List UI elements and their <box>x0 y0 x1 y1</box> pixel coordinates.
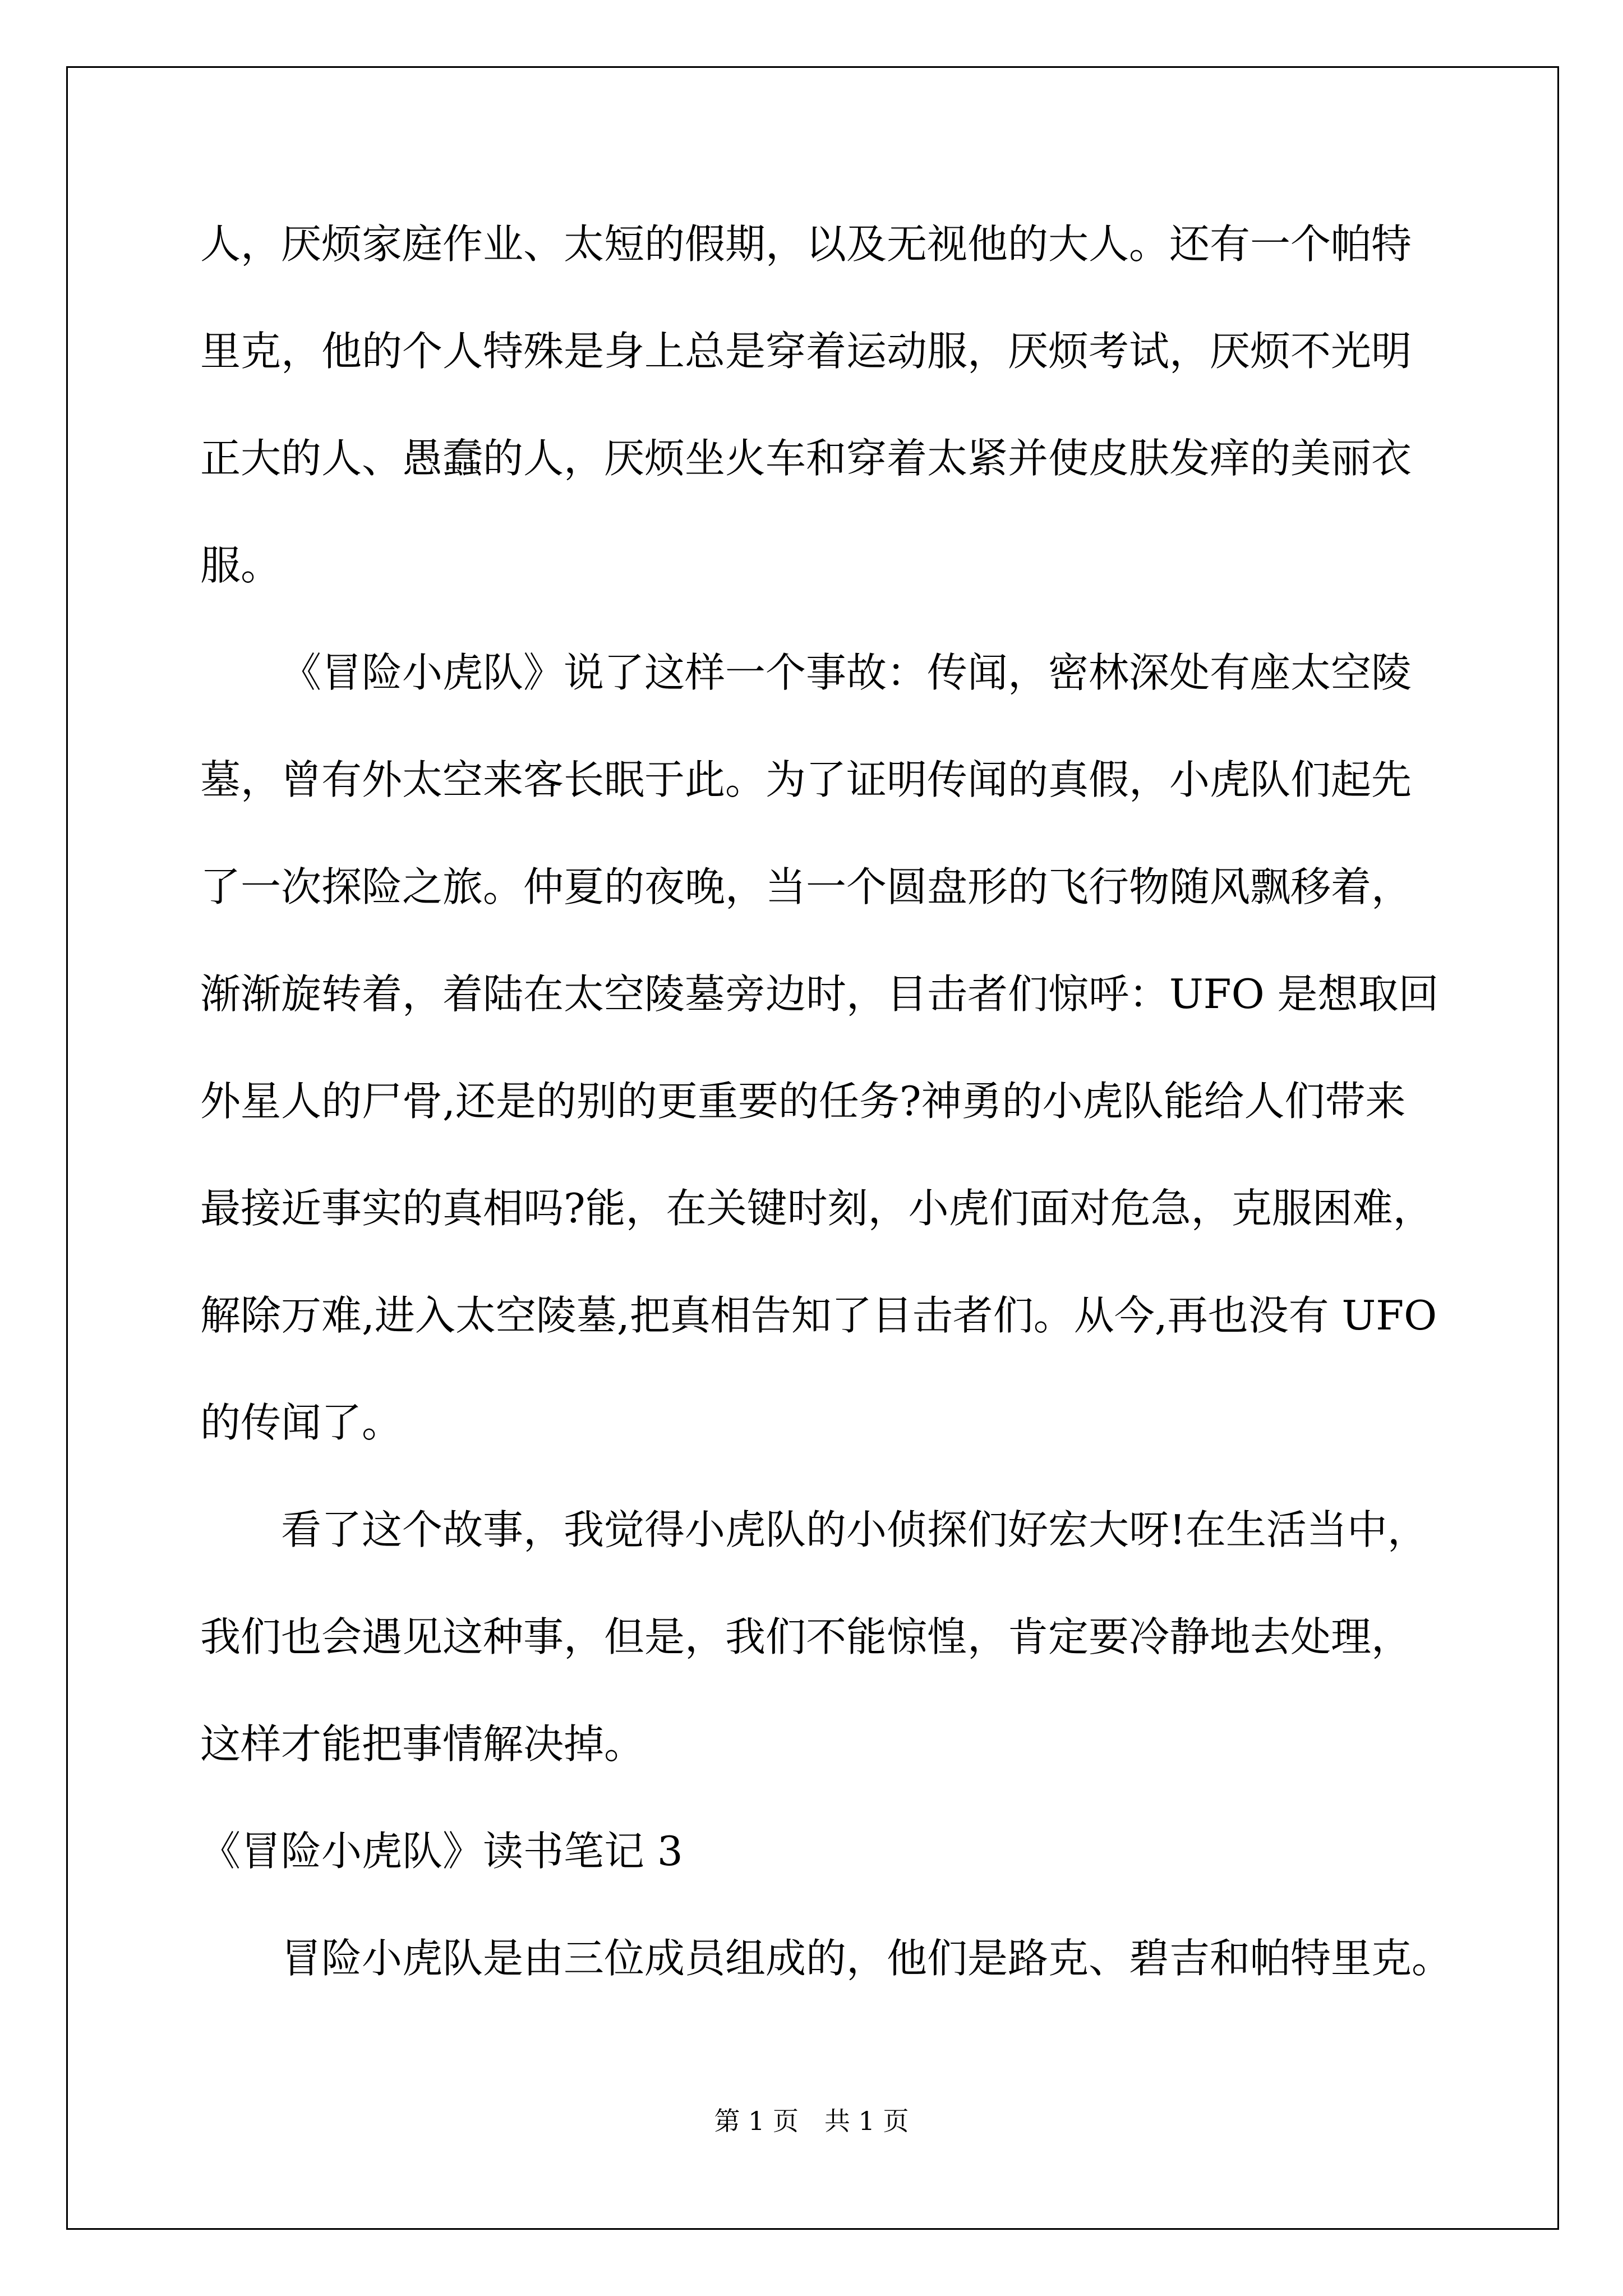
text-line: 解除万难,进入太空陵墓,把真相告知了目击者们。从今,再也没有 UFO <box>200 1292 1437 1339</box>
paragraph-first-line: 看了这个故事，我觉得小虎队的小侦探们好宏大呀!在生活当中， <box>281 1506 1428 1553</box>
paragraph-first-line: 《冒险小虎队》说了这样一个事故：传闻，密林深处有座太空陵 <box>281 649 1412 696</box>
text-line: 墓，曾有外太空来客长眠于此。为了证明传闻的真假，小虎队们起先 <box>200 756 1412 803</box>
text-line: 里克，他的个人特殊是身上总是穿着运动服，厌烦考试，厌烦不光明 <box>200 328 1412 375</box>
text-line: 服。 <box>200 542 282 589</box>
text-line: 我们也会遇见这种事，但是，我们不能惊惶，肯定要冷静地去处理， <box>200 1613 1412 1660</box>
text-line: 的传闻了。 <box>200 1399 403 1446</box>
page-footer <box>0 2101 1623 2138</box>
text-line: 人，厌烦家庭作业、太短的假期，以及无视他的大人。还有一个帕特 <box>200 220 1412 268</box>
paragraph-first-line: 冒险小虎队是由三位成员组成的，他们是路克、碧吉和帕特里克。 <box>281 1935 1453 1982</box>
text-line: 最接近事实的真相吗?能，在关键时刻，小虎们面对危急，克服困难， <box>200 1185 1433 1232</box>
text-line: 渐渐旋转着，着陆在太空陵墓旁边时，目击者们惊呼：UFO 是想取回 <box>200 970 1439 1018</box>
text-line: 外星人的尸骨,还是的别的更重要的任务?神勇的小虎队能给人们带来 <box>200 1078 1406 1125</box>
text-line: 了一次探险之旅。仲夏的夜晚，当一个圆盘形的飞行物随风飘移着， <box>200 863 1412 910</box>
text-line: 这样才能把事情解决掉。 <box>200 1720 645 1768</box>
page-number: 第 1 页 共 1 页 <box>714 2106 909 2136</box>
section-heading: 《冒险小虎队》读书笔记 3 <box>200 1828 683 1875</box>
text-line: 正大的人、愚蠢的人，厌烦坐火车和穿着太紧并使皮肤发痒的美丽衣 <box>200 435 1412 482</box>
document-body <box>200 216 1462 2037</box>
